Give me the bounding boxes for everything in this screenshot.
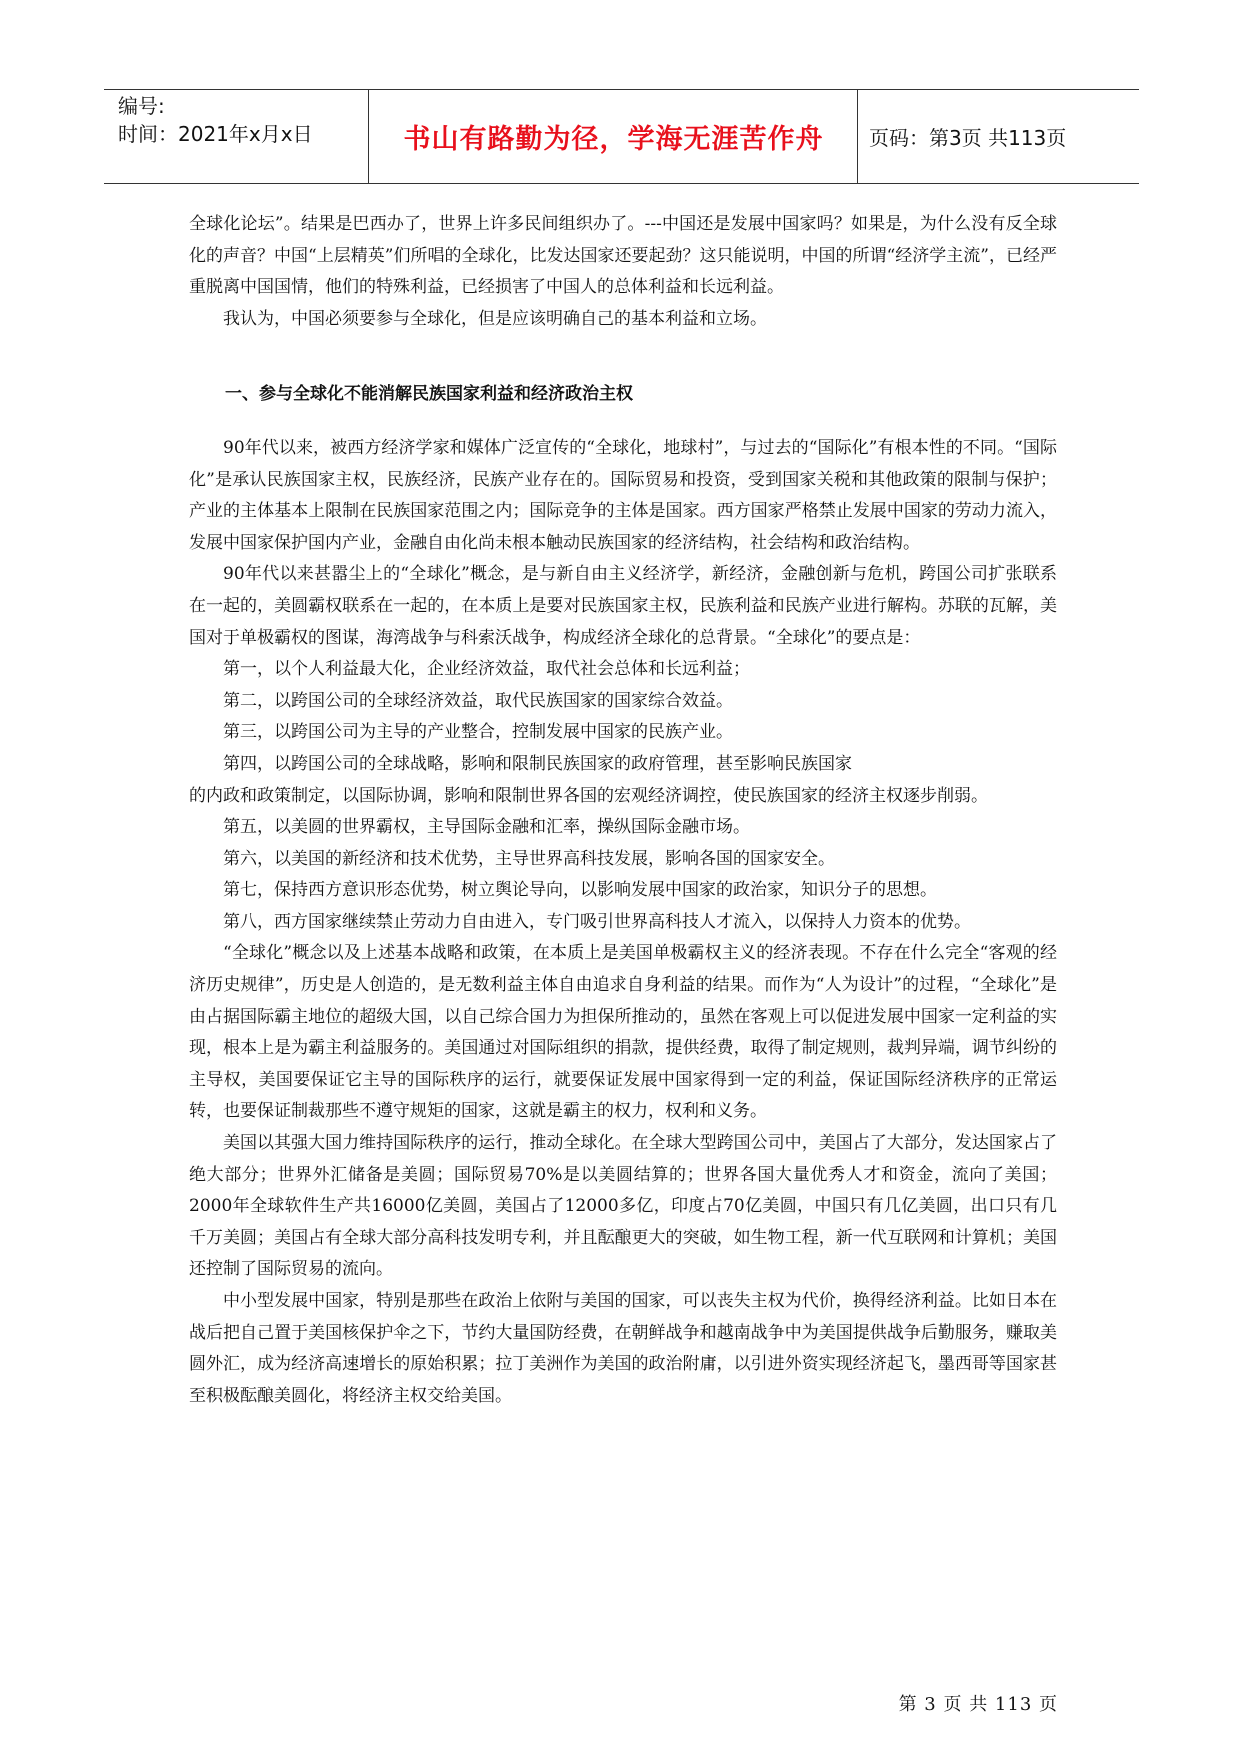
paragraph: 90年代以来甚嚣尘上的“全球化”概念，是与新自由主义经济学，新经济，金融创新与危机，跨国公司扩张联系在一起的，美圆霸权联系在一起的，在本质上是要对民族国家主权，民族利益和民族产业进行解构。苏联的瓦解，美国对于单极霸权的图谋，海湾战争与科索沃战争，构成经济全球化的总背景。“全球化”的要点是： <box>189 564 1057 648</box>
list-item: 第七，保持西方意识形态优势，树立舆论导向，以影响发展中国家的政治家，知识分子的思想。 <box>223 880 937 901</box>
document-number-label: 编号: <box>118 94 165 118</box>
header-divider <box>368 90 369 183</box>
document-time-label: 时间：2021年x月x日 <box>118 122 313 146</box>
page-header <box>104 89 1139 184</box>
paragraph: 全球化论坛”。结果是巴西办了，世界上许多民间组织办了。---中国还是发展中国家吗？如果是，为什么没有反全球化的声音？中国“上层精英”们所唱的全球化，比发达国家还要起劲？这只能说明，中国的所谓“经济学主流”，已经严重脱离中国国情，他们的特殊利益，已经损害了中国人的总体利益和长远利益。 <box>189 214 1057 298</box>
document-body <box>189 209 1057 1412</box>
header-page-label: 页码：第3页 共113页 <box>869 126 1067 150</box>
paragraph: 美国以其强大国力维持国际秩序的运行，推动全球化。在全球大型跨国公司中，美国占了大部分，发达国家占了绝大部分；世界外汇储备是美圆；国际贸易70%是以美圆结算的；世界各国大量优秀人才和资金，流向了美国；2000年全球软件生产共16000亿美圆，美国占了12000多亿，印度占70亿美圆，中国只有几亿美圆，出口只有几千万美圆；美国占有全球大部分高科技发明专利，并且酝酿更大的突破，如生物工程，新一代互联网和计算机；美国还控制了国际贸易的流向。 <box>189 1133 1057 1280</box>
list-item: 第一，以个人利益最大化，企业经济效益，取代社会总体和长远利益； <box>223 659 750 680</box>
paragraph: 90年代以来，被西方经济学家和媒体广泛宣传的“全球化，地球村”，与过去的“国际化”有根本性的不同。“国际化”是承认民族国家主权，民族经济，民族产业存在的。国际贸易和投资，受到国家关税和其他政策的限制与保护；产业的主体基本上限制在民族国家范围之内；国际竞争的主体是国家。西方国家严格禁止发展中国家的劳动力流入，发展中国家保护国内产业，金融自由化尚未根本触动民族国家的经济结构，社会结构和政治结构。 <box>189 437 1057 553</box>
list-item: 第二，以跨国公司的全球经济效益，取代民族国家的国家综合效益。 <box>223 690 733 711</box>
list-item: 第四，以跨国公司的全球战略，影响和限制民族国家的政府管理，甚至影响民族国家 <box>223 753 852 774</box>
list-item: 第五，以美圆的世界霸权，主导国际金融和汇率，操纵国际金融市场。 <box>223 817 750 838</box>
section-heading: 一、参与全球化不能消解民族国家利益和经济政治主权 <box>225 384 633 405</box>
paragraph: 我认为，中国必须要参与全球化，但是应该明确自己的基本利益和立场。 <box>223 308 767 329</box>
paragraph: “全球化”概念以及上述基本战略和政策，在本质上是美国单极霸权主义的经济表现。不存在什么完全“客观的经济历史规律”，历史是人创造的，是无数利益主体自由追求自身利益的结果。而作为“人为设计”的过程，“全球化”是由占据国际霸主地位的超级大国，以自己综合国力为担保所推动的，虽然在客观上可以促进发展中国家一定利益的实现，根本上是为霸主利益服务的。美国通过对国际组织的捐款，提供经费，取得了制定规则，裁判异端，调节纠纷的主导权，美国要保证它主导的国际秩序的运行，就要保证发展中国家得到一定的利益，保证国际经济秩序的正常运转，也要保证制裁那些不遵守规矩的国家，这就是霸主的权力，权利和义务。 <box>189 943 1057 1122</box>
header-divider <box>857 90 858 183</box>
list-item-continuation: 的内政和政策制定，以国际协调，影响和限制世界各国的宏观经济调控，使民族国家的经济主权逐步削弱。 <box>189 785 988 806</box>
page-footer: 第 3 页 共 113 页 <box>898 1694 1058 1715</box>
header-meta <box>118 92 363 148</box>
list-item: 第八，西方国家继续禁止劳动力自由进入，专门吸引世界高科技人才流入，以保持人力资本的优势。 <box>223 911 971 932</box>
header-slogan: 书山有路勤为径，学海无涯苦作舟 <box>403 124 824 155</box>
list-item: 第六，以美国的新经济和技术优势，主导世界高科技发展，影响各国的国家安全。 <box>223 848 835 869</box>
paragraph: 中小型发展中国家，特别是那些在政治上依附与美国的国家，可以丧失主权为代价，换得经济利益。比如日本在战后把自己置于美国核保护伞之下，节约大量国防经费，在朝鲜战争和越南战争中为美国提供战争后勤服务，赚取美圆外汇，成为经济高速增长的原始积累；拉丁美洲作为美国的政治附庸，以引进外资实现经济起飞，墨西哥等国家甚至积极酝酿美圆化，将经济主权交给美国。 <box>189 1291 1057 1406</box>
list-item: 第三，以跨国公司为主导的产业整合，控制发展中国家的民族产业。 <box>223 722 733 743</box>
